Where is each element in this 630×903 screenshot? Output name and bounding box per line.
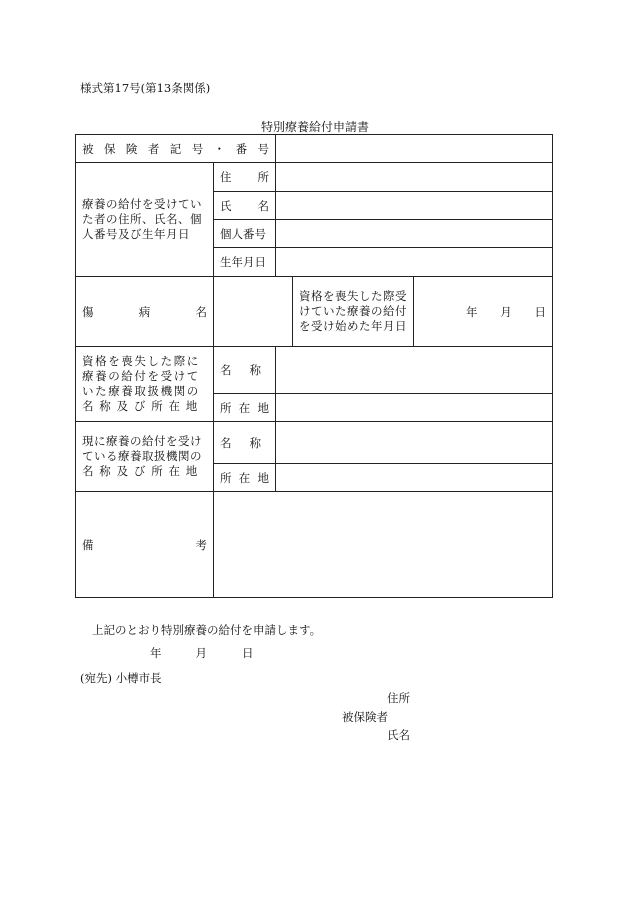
applicant-name-label: 氏名 xyxy=(387,728,410,742)
insured-number-row xyxy=(76,135,553,163)
remarks-row xyxy=(76,492,553,598)
date-month-unit: 月 xyxy=(195,646,207,660)
injury-name-label: 傷 病 名 xyxy=(76,277,214,347)
prev-institution-label: 資格を喪失した際に 療養の給付を受けて いた療養取扱機関の 名称及び所在地 xyxy=(76,347,214,422)
remarks-label: 備 考 xyxy=(76,492,214,598)
prev-institution-name-label: 名 称 xyxy=(214,347,276,394)
document-title: 特別療養給付申請書 xyxy=(260,120,369,134)
recipient-address-row xyxy=(76,163,553,192)
application-table xyxy=(75,134,553,598)
recipient-mynumber-field[interactable] xyxy=(276,220,553,248)
prev-institution-location-field[interactable] xyxy=(276,394,553,422)
recipient-birthdate-field[interactable] xyxy=(276,248,553,277)
date-year-unit: 年 xyxy=(150,646,162,660)
current-institution-name-row xyxy=(76,422,553,464)
date-day-unit: 日 xyxy=(242,646,254,660)
recipient-address-field[interactable] xyxy=(276,163,553,192)
current-institution-location-field[interactable] xyxy=(276,464,553,492)
application-statement: 上記のとおり特別療養の給付を申請します。 xyxy=(92,623,322,637)
remarks-field[interactable] xyxy=(214,492,553,598)
recipient-name-field[interactable] xyxy=(276,192,553,220)
addressee: (宛先) 小樽市長 xyxy=(80,671,162,685)
treatment-start-date-field[interactable]: 年 月 日 xyxy=(414,277,553,347)
injury-row xyxy=(76,277,553,347)
recipient-mynumber-label: 個人番号 xyxy=(214,220,276,248)
current-institution-name-label: 名 称 xyxy=(214,422,276,464)
applicant-address-label: 住所 xyxy=(387,691,410,705)
insured-number-field[interactable] xyxy=(276,135,553,163)
applicant-insured-label: 被保険者 xyxy=(342,710,388,724)
current-institution-location-label: 所 在 地 xyxy=(214,464,276,492)
application-date xyxy=(150,645,254,661)
current-institution-label: 現に療養の給付を受け ている療養取扱機関の 名称及び所在地 xyxy=(76,422,214,492)
recipient-address-label: 住 所 xyxy=(214,163,276,192)
current-institution-name-field[interactable] xyxy=(276,422,553,464)
treatment-start-label: 資格を喪失した際受 けていた療養の給付 を受け始めた年月日 xyxy=(293,277,414,347)
recipient-birthdate-label: 生年月日 xyxy=(214,248,276,277)
prev-institution-name-field[interactable] xyxy=(276,347,553,394)
recipient-name-label: 氏 名 xyxy=(214,192,276,220)
recipient-label: 療養の給付を受けてい た者の住所、氏名、個 人番号及び生年月日 xyxy=(76,163,214,277)
insured-number-label: 被 保 険 者 記 号 ・ 番 号 xyxy=(76,135,276,163)
prev-institution-name-row xyxy=(76,347,553,394)
form-code: 様式第17号(第13条関係) xyxy=(80,81,211,95)
injury-name-field[interactable] xyxy=(214,277,293,347)
prev-institution-location-label: 所 在 地 xyxy=(214,394,276,422)
